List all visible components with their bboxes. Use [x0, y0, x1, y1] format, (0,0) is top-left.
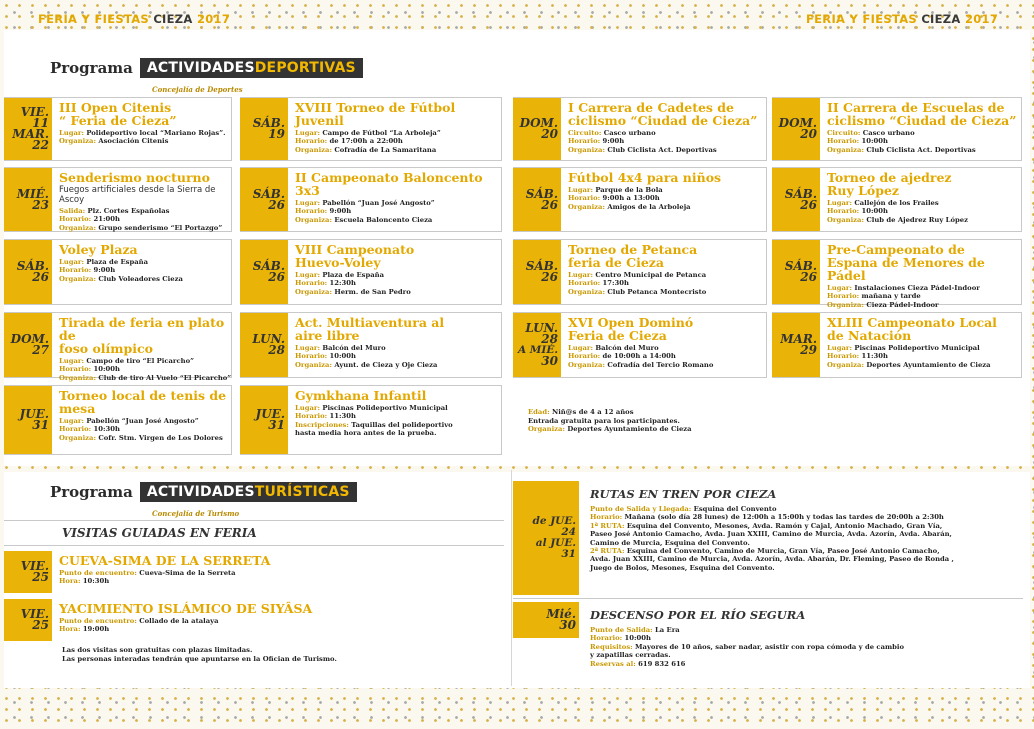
visitas-notes: Las dos visitas son gratuitas con plazas limitadas. Las personas interadas tendrán que apuntarse en la Ofician de Turismo. — [62, 646, 337, 663]
info-line: Horario: 10:00h — [590, 634, 651, 643]
info-line: Lugar: Piscinas Polideportivo Municipal — [295, 404, 448, 412]
info-line: 1ª RUTA: Esquina del Convento, Mesones, Avda. Ramón y Cajal, Antonio Machado, Gran Vía, — [590, 521, 943, 530]
concejalia-turismo: Concejalía de Turismo — [152, 509, 240, 518]
event-title-line2: de Natación — [827, 328, 912, 343]
event-card — [4, 239, 232, 305]
info-line: Salida: Plz. Cortes Españolas — [59, 207, 170, 215]
brand-header-left: FERIA Y FIESTAS CIEZA 2017 — [38, 12, 231, 26]
info-line: Organiza: Cieza Pádel-Indoor — [827, 300, 939, 309]
info-line: Organiza: Grupo senderismo “El Portazgo” — [59, 223, 223, 232]
event-card — [240, 97, 502, 161]
date-tab: SÁB. 26 — [4, 240, 52, 304]
info-line: Lugar: Balcón del Muro — [295, 344, 386, 352]
event-card — [4, 551, 504, 593]
info-line: Requisitos: Mayores de 10 años, saber nadar, asistir con ropa cómoda y de cambio — [590, 642, 905, 651]
event-card — [513, 312, 767, 378]
event-card — [772, 312, 1022, 378]
event-card — [513, 239, 767, 305]
info-line: hasta media hora antes de la prueba. — [295, 429, 437, 438]
event-card — [240, 385, 502, 455]
event-card — [240, 167, 502, 232]
date-tab: SÁB. 26 — [772, 240, 820, 304]
date-tab: SÁB. 26 — [772, 168, 820, 231]
info-line: Lugar: Piscinas Polideportivo Municipal — [827, 344, 980, 352]
info-line: Horario: 9:00h a 13:00h — [568, 194, 660, 203]
event-title-line2: feria de Cieza — [568, 255, 665, 270]
event-card — [4, 167, 232, 232]
event-title: Gymkhana Infantil — [295, 388, 427, 403]
info-line: Lugar: Instalaciones Cieza Pádel-Indoor — [827, 284, 980, 292]
event-title-line2: ciclismo “Ciudad de Cieza” — [827, 113, 1017, 128]
info-line: Reservas al: 619 832 616 — [590, 659, 686, 668]
event-title: I Carrera de Cadetes de — [568, 100, 735, 115]
event-title-line2: aire libre — [295, 328, 360, 343]
info-line: Horario: mañana y tarde — [827, 292, 921, 301]
date-tab: LUN. 28 A MIÉ. 30 — [513, 313, 561, 377]
info-line: Organiza: Club Ciclista Act. Deportivas — [827, 145, 976, 154]
date-tab: SÁB. 26 — [240, 240, 288, 304]
info-line: Punto de Salida y Llegada: Esquina del Convento — [590, 505, 777, 513]
event-title: III Open Citenis — [59, 100, 172, 115]
info-line: Lugar: Callejón de los Frailes — [827, 199, 939, 207]
bottom-divider — [511, 470, 512, 686]
info-line: Hora: 10:30h — [59, 577, 110, 586]
visitas-rule-top — [4, 520, 504, 521]
info-line: Horario: de 17:00h a 22:00h — [295, 137, 403, 146]
rutas-rule — [513, 598, 1023, 599]
info-line: Horario: de 10:00h a 14:00h — [568, 352, 676, 361]
info-line: Juego de Bolos, Mesones, Esquina del Convento. — [590, 563, 775, 572]
date-tab: DOM. 27 — [4, 313, 52, 377]
date-tab: VIE. 25 — [4, 599, 52, 641]
info-line: Horario: 10:00h — [295, 352, 356, 361]
info-line: Lugar: Parque de la Bola — [568, 186, 663, 194]
date-tab: DOM. 20 — [513, 98, 561, 160]
event-title: II Campeonato Baloncento — [295, 170, 483, 185]
visitas-guiadas-title: VISITAS GUIADAS EN FERIA — [62, 526, 257, 540]
event-title: CUEVA-SIMA DE LA SERRETA — [59, 553, 271, 568]
info-line: Punto de Salida: La Era — [590, 626, 680, 634]
date-tab: SÁB. 26 — [240, 168, 288, 231]
date-tab: VIE. 11 MAR. 22 — [4, 98, 52, 160]
event-subtitle: Fuegos artificiales desde la Sierra de Ascoy — [59, 185, 216, 205]
event-title: Pre-Campeonato de — [827, 242, 965, 257]
event-title: Torneo local de tenis de — [59, 388, 227, 403]
info-line: Horario: 10:30h — [59, 425, 120, 434]
date-tab: DOM. 20 — [772, 98, 820, 160]
event-card — [4, 97, 232, 161]
info-line: Horario: 21:00h — [59, 215, 120, 224]
event-card — [772, 97, 1022, 161]
info-line: Horario: 9:00h — [59, 266, 116, 275]
info-line: Horario: 9:00h — [295, 207, 352, 216]
info-line: Organiza: Club Petanca Montecristo — [568, 287, 707, 296]
concejalia-deportes: Concejalía de Deportes — [152, 85, 243, 94]
event-descenso — [513, 602, 1013, 686]
event-title-line2: Feria de Cieza — [568, 328, 667, 343]
date-tab: JUE. 31 — [4, 386, 52, 454]
event-card — [772, 239, 1022, 309]
info-line: Lugar: Pabellón “Juan José Angosto” — [59, 417, 199, 425]
event-title-line2: 3x3 — [295, 183, 320, 198]
info-line: y zapatillas cerradas. — [590, 651, 671, 660]
info-line: Camino de Murcia, Esquina del Convento. — [590, 538, 750, 547]
event-title-line2: “ Feria de Cieza” — [59, 113, 177, 128]
info-line: Inscripciones: Taquillas del polideportivo — [295, 420, 453, 429]
event-title-line2: Ruy López — [827, 183, 900, 198]
info-line: Organiza: Cofr. Stm. Virgen de Los Dolores — [59, 433, 223, 442]
event-card — [513, 167, 767, 232]
date-tab: SÁB. 26 — [513, 168, 561, 231]
info-line: Lugar: Polideportivo local “Mariano Rojas”. — [59, 129, 226, 137]
info-line: Organiza: Club de tiro Al Vuelo “El Picarcho” — [59, 373, 232, 382]
info-line: Organiza: Asociación Citenis — [59, 137, 169, 146]
event-title: Torneo de ajedrez — [827, 170, 952, 185]
info-line: Circuito: Casco urbano — [827, 129, 915, 137]
info-line: Lugar: Campo de Fútbol “La Arboleja” — [295, 129, 441, 137]
info-line: Lugar: Campo de tiro “El Picarcho” — [59, 357, 195, 365]
info-line: Organiza: Ayunt. de Cieza y Oje Cieza — [295, 360, 438, 369]
event-title: VIII Campeonato — [295, 242, 415, 257]
date-tab: Mié. 30 — [513, 602, 579, 638]
info-line: Horario: 11:30h — [827, 352, 888, 361]
event-title-line2: Espana de Menores de Pádel — [827, 255, 985, 283]
event-card — [4, 385, 232, 455]
info-line: Organiza: Amigos de la Arboleja — [568, 202, 691, 211]
event-rutas-tren — [513, 481, 1013, 595]
info-line: Horario: 11:30h — [295, 412, 356, 421]
info-line: Organiza: Club Ciclista Act. Deportivas — [568, 145, 717, 154]
event-card — [240, 312, 502, 378]
info-line: Lugar: Balcón del Muro — [568, 344, 659, 352]
info-line: Horario: 10:00h — [827, 207, 888, 216]
info-line: Organiza: Escuela Baloncento Cieza — [295, 215, 433, 224]
date-tab: VIE. 25 — [4, 551, 52, 593]
event-title: RUTAS EN TREN POR CIEZA — [590, 487, 777, 501]
gymkhana-notes: Edad: Niñ@s de 4 a 12 años Entrada gratuita para los participantes. Organiza: Deportes Ayuntamiento de Cieza — [528, 408, 692, 434]
info-line: Organiza: Herm. de San Pedro — [295, 287, 411, 296]
info-line: Punto de encuentro: Collado de la atalaya — [59, 617, 219, 625]
info-line: Lugar: Plaza de España — [59, 258, 149, 266]
event-title: Torneo de Petanca — [568, 242, 698, 257]
date-tab: SÁB. 19 — [240, 98, 288, 160]
info-line: 2ª RUTA: Esquina del Convento, Camino de Murcia, Gran Vía, Paseo José Antonio Camacho, — [590, 547, 940, 556]
date-tab: de JUE. 24 al JUE. 31 — [513, 481, 579, 595]
info-line: Organiza: Club de Ajedrez Ruy López — [827, 215, 968, 224]
date-tab: LUN. 28 — [240, 313, 288, 377]
info-line: Paseo José Antonio Camacho, Avda. Juan XXIII, Camino de Murcia, Avda. Azorín, Avda. Abarán, — [590, 530, 952, 539]
date-tab: SÁB. 26 — [513, 240, 561, 304]
info-line: Horario: Mañana (solo día 28 lunes) de 12:00h a 15:00h y todas las tardes de 20:00h a 2:30h — [590, 513, 944, 522]
event-title-line2: foso olímpico — [59, 341, 153, 356]
date-tab: MIÉ. 23 — [4, 168, 52, 231]
info-line: Organiza: Cofradía de La Samaritana — [295, 145, 437, 154]
event-title: Fútbol 4x4 para niños — [568, 170, 722, 185]
brand-header-right: FERIA Y FIESTAS CIEZA 2017 — [806, 12, 999, 26]
visitas-rule-bottom — [4, 545, 504, 546]
info-line: Lugar: Plaza de España — [295, 271, 385, 279]
info-line: Avda. Juan XXIII, Camino de Murcia, Avda. Azorín, Avda. Abarán, Dr. Fleming, Paseo de Ronda , — [590, 555, 954, 564]
date-tab: MAR. 29 — [772, 313, 820, 377]
event-card — [4, 599, 504, 641]
event-title: XLIII Campeonato Local — [827, 315, 997, 330]
event-title: Act. Multiaventura al — [295, 315, 445, 330]
event-title-line2: mesa — [59, 401, 96, 416]
info-line: Horario: 17:30h — [568, 279, 629, 288]
event-title: XVI Open Dominó — [568, 315, 694, 330]
info-line: Circuito: Casco urbano — [568, 129, 656, 137]
event-card — [772, 167, 1022, 232]
event-title: DESCENSO POR EL RÍO SEGURA — [590, 608, 806, 622]
info-line: Horario: 9:00h — [568, 137, 625, 146]
event-card — [240, 239, 502, 305]
event-card — [4, 312, 232, 382]
info-line: Lugar: Pabellón “Juan José Angosto” — [295, 199, 435, 207]
event-title: II Carrera de Escuelas de — [827, 100, 1005, 115]
info-line: Lugar: Centro Municipal de Petanca — [568, 271, 707, 279]
info-line: Organiza: Deportes Ayuntamiento de Cieza — [827, 360, 991, 369]
info-line: Hora: 19:00h — [59, 625, 110, 634]
programa-deportivas-title: Programa ACTIVIDADESDEPORTIVAS — [50, 58, 363, 78]
event-title: Voley Plaza — [59, 242, 138, 257]
event-title-line2: Huevo-Voley — [295, 255, 381, 270]
info-line: Organiza: Cofradía del Tercio Romano — [568, 360, 714, 369]
event-title-line2: Juvenil — [295, 113, 344, 128]
event-title: YACIMIENTO ISLÁMICO DE SIYÂSA — [59, 601, 313, 616]
event-title: Senderismo nocturno — [59, 170, 210, 185]
date-tab: JUE. 31 — [240, 386, 288, 454]
event-title: Tirada de feria en plato de — [59, 315, 225, 343]
info-line: Punto de encuentro: Cueva-Sima de la Serreta — [59, 569, 236, 577]
event-title: XVIII Torneo de Fútbol — [295, 100, 456, 115]
info-line: Horario: 12:30h — [295, 279, 356, 288]
info-line: Horario: 10:00h — [827, 137, 888, 146]
programa-turisticas-title: Programa ACTIVIDADESTURÍSTICAS — [50, 482, 357, 502]
info-line: Horario: 10:00h — [59, 365, 120, 374]
event-title-line2: ciclismo “Ciudad de Cieza” — [568, 113, 758, 128]
info-line: Organiza: Club Voleadores Cieza — [59, 274, 183, 283]
event-card — [513, 97, 767, 161]
